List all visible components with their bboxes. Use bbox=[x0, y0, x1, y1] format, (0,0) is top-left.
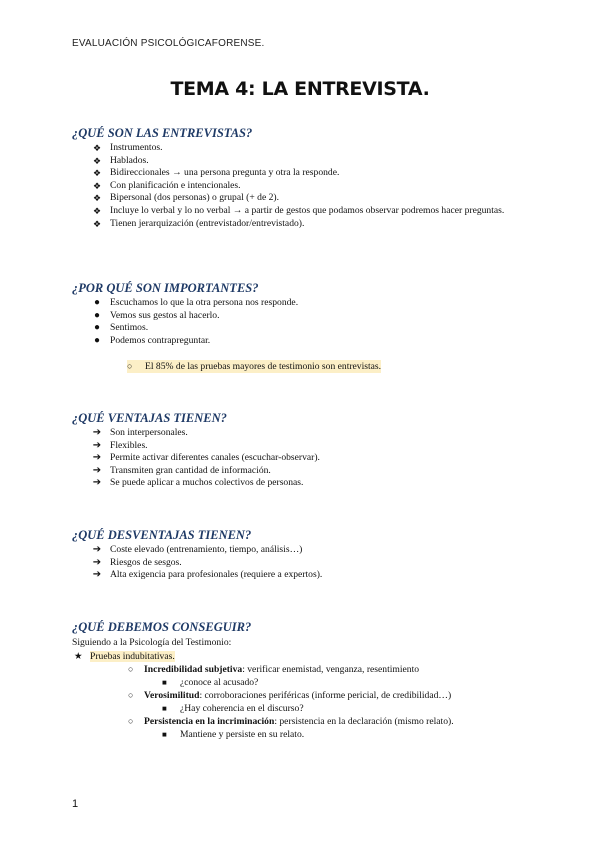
list-item: ❖ Hablados. bbox=[90, 155, 530, 168]
list-item: ❖ Incluye lo verbal y lo no verbal → a partir de gestos que podamos observar podremos hacer preguntas. bbox=[90, 205, 530, 218]
square-bullet-icon: ■ bbox=[162, 704, 167, 713]
list-item: ➔ Son interpersonales. bbox=[90, 427, 530, 440]
circle-bullet-icon: ○ bbox=[127, 361, 133, 371]
circle-bullet-icon: ○ bbox=[128, 690, 134, 700]
diamond-bullet-icon: ❖ bbox=[92, 218, 102, 229]
section-heading-what-are: ¿QUÉ SON LAS ENTREVISTAS? bbox=[72, 126, 253, 140]
what-are-list bbox=[90, 142, 530, 230]
list-item: ❖ Bipersonal (dos personas) o grupal (+ de 2). bbox=[90, 192, 530, 205]
list-item: ❖ Con planificación e intencionales. bbox=[90, 180, 530, 193]
star-bullet-icon: ★ bbox=[74, 651, 83, 662]
diamond-bullet-icon: ❖ bbox=[92, 155, 102, 166]
arrow-bullet-icon: ➔ bbox=[92, 452, 102, 464]
arrow-bullet-icon: ➔ bbox=[92, 556, 102, 568]
arrow-bullet-icon: ➔ bbox=[92, 464, 102, 476]
circle-bullet-icon: ○ bbox=[128, 716, 134, 726]
dot-bullet-icon: ● bbox=[93, 297, 101, 308]
criterion-sub-item: ■ ¿conoce al acusado? bbox=[162, 677, 259, 688]
intro-line: Siguiendo a la Psicología del Testimonio: bbox=[72, 637, 232, 648]
page-header: EVALUACIÓN PSICOLÓGICAFORENSE. bbox=[72, 38, 265, 49]
criterion-item: ○ Persistencia en la incriminación: persistencia en la declaración (mismo relato). bbox=[128, 716, 454, 727]
document-title: TEMA 4: LA ENTREVISTA. bbox=[170, 78, 430, 100]
arrow-bullet-icon: ➔ bbox=[92, 477, 102, 489]
arrow-bullet-icon: ➔ bbox=[92, 427, 102, 438]
section-heading-advantages: ¿QUÉ VENTAJAS TIENEN? bbox=[72, 411, 227, 425]
list-item: ➔ Permite activar diferentes canales (escuchar-observar). bbox=[90, 452, 530, 465]
highlighted-note: ○ El 85% de las pruebas mayores de testimonio son entrevistas. bbox=[127, 361, 382, 372]
list-item: ➔ Se puede aplicar a muchos colectivos de personas. bbox=[90, 477, 530, 490]
achieve-list bbox=[72, 650, 542, 741]
list-item: ● Sentimos. bbox=[90, 322, 530, 335]
section-heading-achieve: ¿QUÉ DEBEMOS CONSEGUIR? bbox=[72, 620, 252, 634]
list-item: ➔ Coste elevado (entrenamiento, tiempo, análisis…) bbox=[90, 544, 530, 557]
list-item: ➔ Riesgos de sesgos. bbox=[90, 557, 530, 570]
disadvantages-list bbox=[90, 544, 530, 582]
criterion-sub-item: ■ ¿Hay coherencia en el discurso? bbox=[162, 703, 304, 714]
list-item: ● Vemos sus gestos al hacerlo. bbox=[90, 310, 530, 323]
list-item: ❖ Instrumentos. bbox=[90, 142, 530, 155]
arrow-bullet-icon: ➔ bbox=[92, 439, 102, 451]
list-item: ➔ Alta exigencia para profesionales (requiere a expertos). bbox=[90, 569, 530, 582]
page-number: 1 bbox=[72, 798, 79, 810]
dot-bullet-icon: ● bbox=[93, 322, 101, 334]
list-item: ● Escuchamos lo que la otra persona nos responde. bbox=[90, 297, 530, 310]
dot-bullet-icon: ● bbox=[93, 309, 101, 321]
square-bullet-icon: ■ bbox=[162, 678, 167, 687]
list-item: ➔ Transmiten gran cantidad de información. bbox=[90, 465, 530, 478]
dot-bullet-icon: ● bbox=[93, 334, 101, 346]
diamond-bullet-icon: ❖ bbox=[92, 143, 102, 153]
section-heading-disadvantages: ¿QUÉ DESVENTAJAS TIENEN? bbox=[72, 528, 252, 542]
criterion-item: ○ Incredibilidad subjetiva: verificar enemistad, venganza, resentimiento bbox=[128, 664, 420, 675]
diamond-bullet-icon: ❖ bbox=[92, 193, 102, 204]
list-item: ● Podemos contrapreguntar. bbox=[90, 335, 530, 348]
list-item: ★ Pruebas indubitativas. bbox=[74, 651, 175, 662]
criterion-sub-item: ■ Mantiene y persiste en su relato. bbox=[162, 729, 305, 740]
why-important-list bbox=[90, 297, 530, 347]
section-heading-why-important: ¿POR QUÉ SON IMPORTANTES? bbox=[72, 281, 259, 295]
list-item: ❖ Tienen jerarquización (entrevistador/entrevistado). bbox=[90, 218, 530, 231]
arrow-bullet-icon: ➔ bbox=[92, 569, 102, 581]
list-item: ➔ Flexibles. bbox=[90, 440, 530, 453]
square-bullet-icon: ■ bbox=[162, 730, 167, 739]
criterion-item: ○ Verosimilitud: corroboraciones periféricas (informe pericial, de credibilidad…) bbox=[128, 690, 452, 701]
diamond-bullet-icon: ❖ bbox=[92, 205, 102, 216]
diamond-bullet-icon: ❖ bbox=[92, 180, 102, 191]
circle-bullet-icon: ○ bbox=[128, 664, 134, 674]
advantages-list bbox=[90, 427, 530, 490]
list-item: ❖ Bidireccionales → una persona pregunta y otra la responde. bbox=[90, 167, 530, 180]
diamond-bullet-icon: ❖ bbox=[92, 168, 102, 179]
arrow-bullet-icon: ➔ bbox=[92, 544, 102, 555]
